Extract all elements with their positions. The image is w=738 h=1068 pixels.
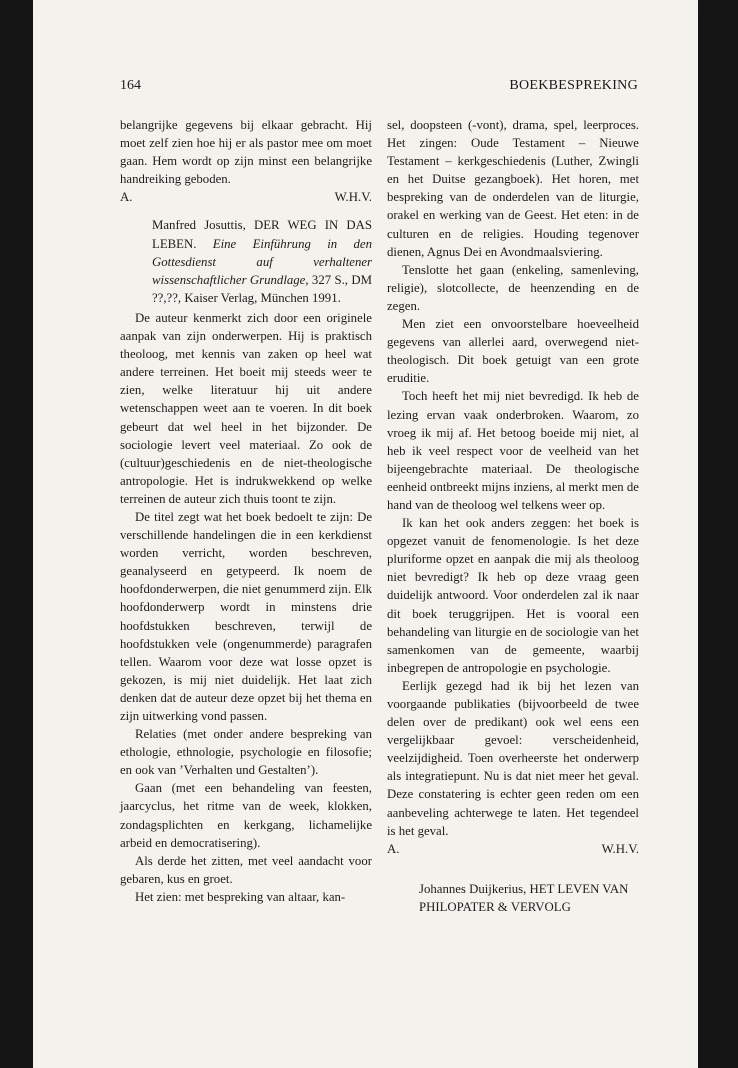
paragraph: Relaties (met onder andere bespreking van ethologie, ethnologie, psychologie en filosofie; en ook van ’Verhalten und Gestalten’). [120,727,372,778]
paragraph: Tenslotte het gaan (enkeling, samenleving, religie), slotcollecte, de heenzending en de zegen. [387,262,639,313]
book-notice-subtitle: Eine Einführung in den Gottesdienst auf verhaltener wissenschaftlicher Grundlage, [152,236,372,287]
paragraph: belangrijke gegevens bij elkaar gebracht. Hij moet zelf zien hoe hij er als pastor mee om moet gaan. Hem wordt op zijn minst een belangrijke handreiking geboden. [120,118,372,187]
left-column [120,116,372,906]
page-number: 164 [120,78,141,93]
signature-initial: A. [387,841,400,856]
paragraph: sel, doopsteen (-vont), drama, spel, leerproces. Het zingen: Oude Testament – Nieuwe Testament – kerkgeschiedenis (Luther, Zwingli en het Duitse gezangboek). Het horen, met bespreking van de onderdelen van de liturgie, orakel en werking van de Geest. Het eten: in de culturen en de religies. Houding tegenover dienen, Agnus Dei en Avondmaalsviering. [387,118,639,259]
signature-initial: A. [120,190,133,205]
book-notice: Johannes Duijkerius, HET LEVEN VAN PHILOPATER & VERVOLG [419,881,629,914]
paragraph: Men ziet een onvoorstelbare hoeveelheid gegevens van allerlei aard, overwegend niet-theologisch. Dit boek getuigt van een grote eruditie. [387,317,639,386]
paragraph: Als derde het zitten, met veel aandacht voor gebaren, kus en groet. [120,853,372,886]
book-notice-publication: 327 S., DM ??,??, Kaiser Verlag, München 1991. [152,272,372,305]
paragraph: Eerlijk gezegd had ik bij het lezen van voorgaande publikaties (bijvoorbeeld de twee delen over de predikant) ook wel eens een vergelijkbaar gevoel: verscheidenheid, veelzijdigheid. Toen overheerste het onderwerp als integratiepunt. Nu is dat niet meer het geval. Deze constatering is echter geen reden om een aanbeveling achterwege te laten. Het tegendeel is het geval. [387,678,639,838]
right-column [387,116,639,916]
book-notice [120,216,372,306]
paragraph: Gaan (met een behandeling van feesten, jaarcyclus, het ritme van de week, klokken, zondagsplichten en kerkgang, lichamelijke arbeid en democratisering). [120,781,372,850]
signature-author: W.H.V. [601,841,639,856]
signature [387,840,639,858]
paragraph: Ik kan het ook anders zeggen: het boek is opgezet vanuit de fenomenologie. Is het deze pluriforme opzet en aanpak die mij als theoloog niet bevredigt? Ik heb op deze vraag geen duidelijk antwoord. Voor onderdelen zal ik naar dit boek teruggrijpen. Het is vooral een behandeling van liturgie en de sociologie van het samenkomen van de gemeente, waarbij inbegrepen de antropologie en psychologie. [387,516,639,675]
paragraph: Het zien: met bespreking van altaar, kan- [135,889,346,904]
running-title: BOEKBESPREKING [509,78,638,93]
paragraph: Toch heeft het mij niet bevredigd. Ik heb de lezing ervan vaak onderbroken. Waarom, zo vroeg ik mij af. Het betoog boeide mij niet, al heb ik veel respect voor de veelheid van het bijeengebrachte materiaal. De theologische eenheid ontbreekt mijns inziens, al merkt men de hand van de theoloog wel telkens weer op. [387,389,639,512]
book-notice-author-title: Manfred Josuttis, DER WEG IN DAS LEBEN. [152,218,372,251]
signature [120,188,372,206]
signature-author: W.H.V. [334,190,372,205]
paragraph: De titel zegt wat het boek bedoelt te zijn: De verschillende handelingen die in een kerkdienst worden verricht, worden beschreven, geanalyseerd en getypeerd. Ik noem de hoofdonderwerpen, die niet genummerd zijn. Elk hoofdonderwerp wordt in minstens drie hoofdstukken beschreven, terwijl de hoofdstukken vele (ongenummerde) paragrafen tellen. Waarom voor deze wat losse opzet is gekozen, is mij niet duidelijk. Het laat zich denken dat de auteur deze opzet bij het thema en zijn uitwerking vond passen. [120,509,372,723]
paragraph: De auteur kenmerkt zich door een originele aanpak van zijn onderwerpen. Hij is praktisch theoloog, met kennis van zaken op heel wat andere terreinen. Het boeit mij steeds weer te zien, welke literatuur hij uit andere wetenschappen weet aan te voeren. In dit boek gebeurt dat wel heel in het bijzonder. De sociologie levert veel materiaal. Zo ook de (cultuur)geschiedenis en de niet-theologische antropologie. Het is indrukwekkend op welke terreinen de auteur zich thuis toont te zijn. [120,310,372,506]
